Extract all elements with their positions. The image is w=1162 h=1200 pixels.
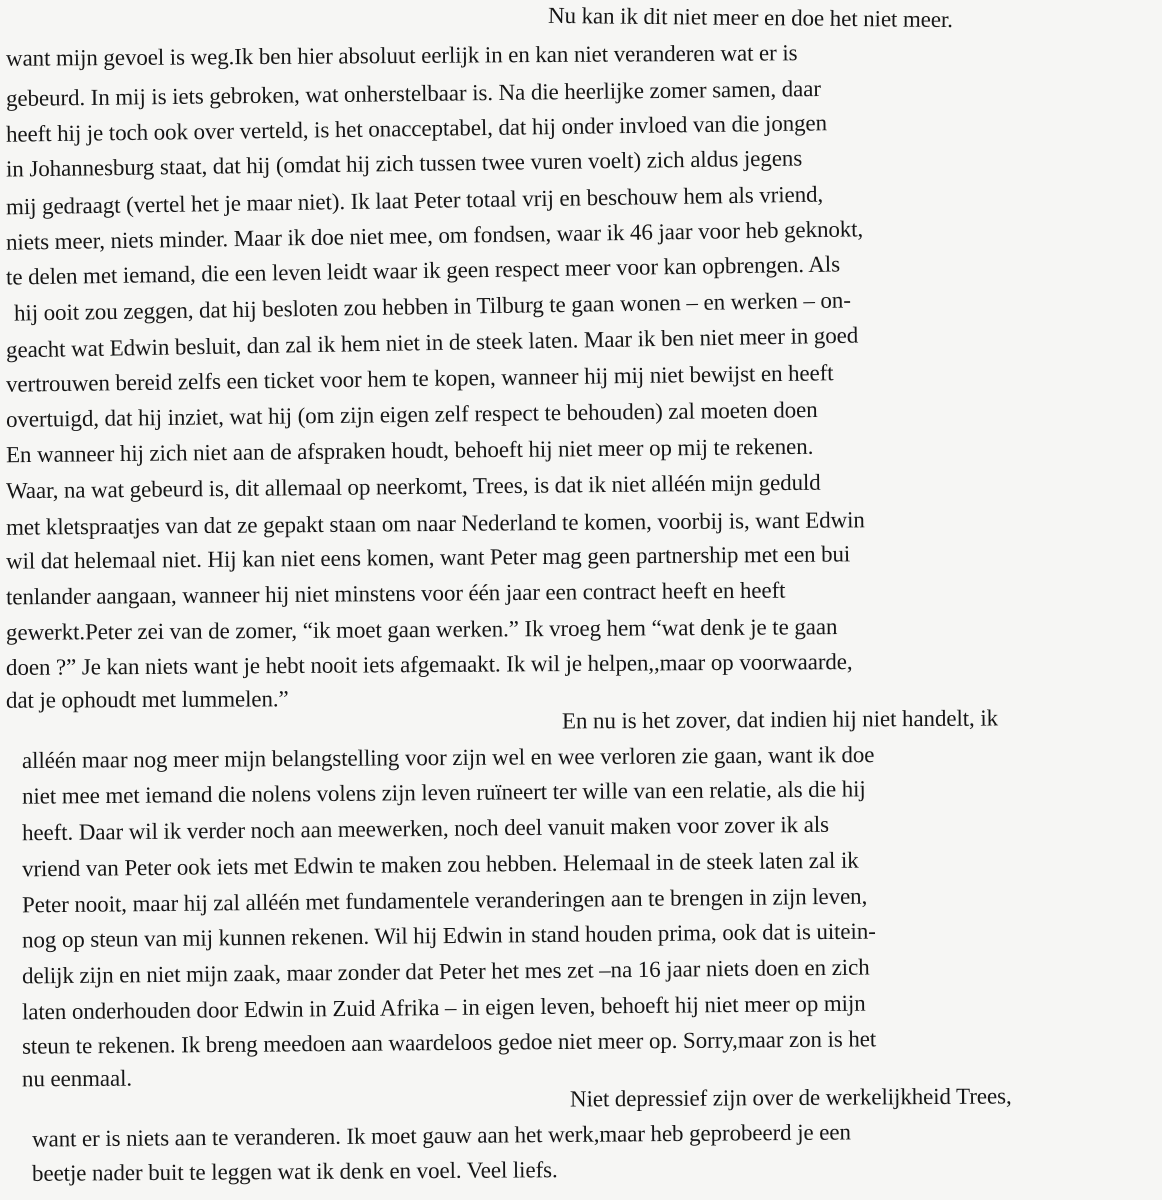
letter-line: heeft. Daar wil ik verder noch aan meewerken, noch deel vanuit maken voor zover ik als xyxy=(21,811,830,846)
letter-line: doen ?” Je kan niets want je hebt nooit iets afgemaakt. Ik wil je helpen,,maar op voorwaarde, xyxy=(5,649,853,680)
letter-line: dat je ophoudt met lummelen.” xyxy=(5,686,289,713)
letter-line: met kletspraatjes van dat ze gepakt staan om naar Nederland te komen, voorbij is, want Edwin xyxy=(5,507,865,540)
letter-line: Niet depressief zijn over de werkelijkheid Trees, xyxy=(569,1083,1012,1112)
letter-line: En nu is het zover, dat indien hij niet handelt, ik xyxy=(561,705,999,734)
letter-line: te delen met iemand, die een leven leidt waar ik geen respect meer voor kan opbrengen. Als xyxy=(5,251,841,290)
letter-line: gewerkt.Peter zei van de zomer, “ik moet gaan werken.” Ik vroeg hem “wat denk je te gaan xyxy=(5,614,838,645)
letter-line: want er is niets aan te veranderen. Ik moet gauw aan het werk,maar heb geprobeerd je een xyxy=(31,1119,851,1152)
letter-line: beetje nader buit te leggen wat ik denk en voel. Veel liefs. xyxy=(31,1157,558,1186)
letter-line: vriend van Peter ook iets met Edwin te maken zou hebben. Helemaal in de steek laten zal ik xyxy=(21,847,859,882)
letter-line: gebeurd. In mij is iets gebroken, wat onherstelbaar is. Na die heerlijke zomer samen, daar xyxy=(5,76,821,111)
letter-line: geacht wat Edwin besluit, dan zal ik hem niet in de steek laten. Maar ik ben niet meer in goed xyxy=(5,322,859,363)
letter-line: En wanneer hij zich niet aan de afspraken houdt, behoeft hij niet meer op mij te rekenen. xyxy=(5,433,814,468)
letter-line: Peter nooit, maar hij zal alléén met fundamentele veranderingen aan te brengen in zijn leven, xyxy=(21,883,868,918)
letter-line: Nu kan ik dit niet meer en doe het niet meer. xyxy=(547,2,954,33)
letter-line: nu eenmaal. xyxy=(21,1065,133,1092)
letter-line: niets meer, niets minder. Maar ik doe niet mee, om fondsen, waar ik 46 jaar voor heb geknokt, xyxy=(5,216,864,255)
letter-line: delijk zijn en niet mijn zaak, maar zonder dat Peter het mes zet –na 16 jaar niets doen en zich xyxy=(21,954,870,989)
letter-line: overtuigd, dat hij inziet, wat hij (om zijn eigen zelf respect te behouden) zal moeten doen xyxy=(5,397,818,432)
letter-line: want mijn gevoel is weg.Ik ben hier absoluut eerlijk in en kan niet veranderen wat er is xyxy=(5,40,798,71)
letter-line: heeft hij je toch ook over verteld, is het onacceptabel, dat hij onder invloed van die jongen xyxy=(5,110,828,147)
letter-line: in Johannesburg staat, dat hij (omdat hij zich tussen twee vuren voelt) zich aldus jegens xyxy=(5,145,803,182)
letter-line: nog op steun van mij kunnen rekenen. Wil hij Edwin in stand houden prima, ook dat is uitein- xyxy=(21,918,876,953)
letter-line: hij ooit zou zeggen, dat hij besloten zou hebben in Tilburg te gaan wonen – en werken – on- xyxy=(13,287,851,326)
letter-line: laten onderhouden door Edwin in Zuid Afrika – in eigen leven, behoeft hij niet meer op mijn xyxy=(21,990,866,1025)
letter-line: niet mee met iemand die nolens volens zijn leven ruïneert ter wille van een relatie, als die hij xyxy=(21,776,866,809)
letter-line: vertrouwen bereid zelfs een ticket voor hem te kopen, wanneer hij mij niet bewijst en heeft xyxy=(5,360,834,397)
letter-line: tenlander aangaan, wanneer hij niet minstens voor één jaar een contract heeft en heeft xyxy=(5,577,786,610)
letter-line: alléén maar nog meer mijn belangstelling voor zijn wel en wee verloren zie gaan, want ik doe xyxy=(21,742,875,773)
letter-line: Waar, na wat gebeurd is, dit allemaal op neerkomt, Trees, is dat ik niet alléén mijn geduld xyxy=(5,469,821,504)
letter-line: steun te rekenen. Ik breng meedoen aan waardeloos gedoe niet meer op. Sorry,maar zon is het xyxy=(21,1026,877,1059)
letter-line: wil dat helemaal niet. Hij kan niet eens komen, want Peter mag geen partnership met een bui xyxy=(5,541,851,574)
letter-line: mij gedraagt (vertel het je maar niet). Ik laat Peter totaal vrij en beschouw hem als vriend, xyxy=(5,181,824,220)
